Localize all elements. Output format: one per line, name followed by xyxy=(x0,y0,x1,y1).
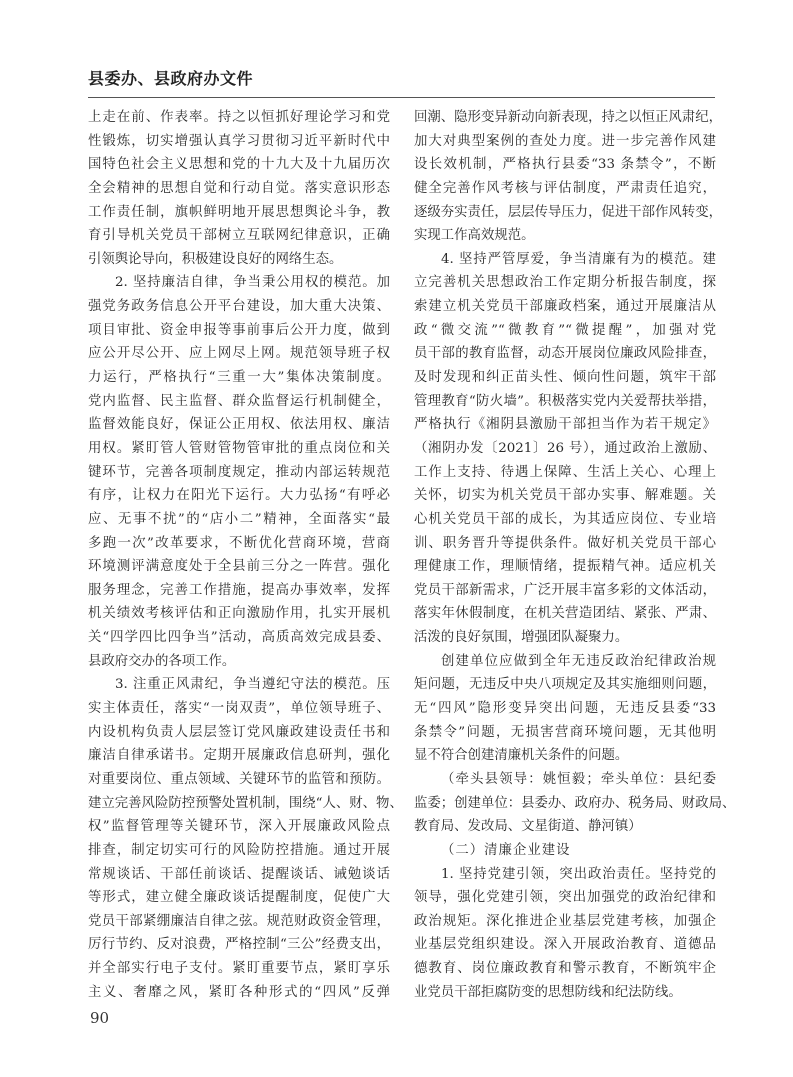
text-line: 党内监督、民主监督、群众监督运行机制健全， xyxy=(88,393,390,409)
text-line: （湘阴办发〔2021〕26 号），通过政治上激励、 xyxy=(414,440,716,456)
paragraph xyxy=(88,673,403,1004)
text-line: 键环节，完善各项制度规定，推动内部运转规范 xyxy=(88,464,390,480)
text-line: 及时发现和纠正苗头性、倾向性问题，筑牢干部 xyxy=(414,370,716,386)
text-line: 创建单位应做到全年无违反政治纪律政治规 xyxy=(441,653,716,669)
text-line: 领导，强化党建引领，突出加强党的政治纪律和 xyxy=(414,890,716,906)
text-line: 回潮、隐形变异新动向新表现，持之以恒正风肃纪， xyxy=(414,110,722,125)
text-line: 加大对典型案例的查处力度。进一步完善作风建 xyxy=(414,133,716,149)
text-line: 项目审批、资金申报等事前事后公开力度，做到 xyxy=(88,322,390,338)
text-line: 无“四风”隐形变异突出问题，无违反县委“33 xyxy=(414,701,716,717)
paragraph xyxy=(414,106,722,248)
text-line: 理健康工作，理顺情绪，提振精气神。适应机关 xyxy=(414,559,716,575)
text-line: 并全部实行电子支付。紧盯重要节点，紧盯享乐 xyxy=(88,961,390,977)
text-line: 1. 坚持党建引领，突出政治责任。坚持党的 xyxy=(441,866,716,882)
paragraph xyxy=(414,768,736,839)
text-line: 厉行节约、反对浪费，严格控制“三公”经费支出， xyxy=(88,937,390,953)
text-line: 廉洁自律承诺书。定期开展廉政信息研判，强化 xyxy=(88,748,390,764)
text-line: （牵头县领导：姚恒毅；牵头单位：县纪委 xyxy=(441,771,716,787)
text-line: 常规谈话、干部任前谈话、提醒谈话、诫勉谈话 xyxy=(88,866,390,882)
text-line: （二）清廉企业建设 xyxy=(441,842,571,858)
text-line: 力运行，严格执行“三重一大”集体决策制度。 xyxy=(88,370,390,386)
text-line: 环境测评满意度处于全县前三分之一阵营。强化 xyxy=(88,559,390,575)
paragraph xyxy=(414,650,716,768)
text-line: 德教育、岗位廉政教育和警示教育，不断筑牢企 xyxy=(414,961,716,977)
text-line: 多跑一次”改革要求，不断优化营商环境，营商 xyxy=(88,535,390,551)
text-line: 严格执行《湘阴县激励干部担当作为若干规定》 xyxy=(414,417,716,433)
header-title: 县委办、县政府办文件 xyxy=(88,69,254,88)
text-line: 员干部的教育监督，动态开展岗位廉政风险排查， xyxy=(414,346,716,362)
text-line: 业党员干部拒腐防变的思想防线和纪法防线。 xyxy=(414,984,682,1000)
text-line: 上走在前、作表率。持之以恒抓好理论学习和党 xyxy=(88,110,390,125)
text-line: 应、无事不扰”的“店小二”精神，全面落实“最 xyxy=(88,511,390,527)
text-line: 党员干部新需求，广泛开展丰富多彩的文体活动， xyxy=(414,582,716,598)
text-line: 强党务政务信息公开平台建设，加大重大决策、 xyxy=(88,299,390,315)
paragraph xyxy=(88,106,390,271)
text-line: 教育局、发改局、文星街道、静河镇） xyxy=(414,819,642,835)
text-line: 县政府交办的各项工作。 xyxy=(88,653,236,669)
text-line: 4. 坚持严管厚爱，争当清廉有为的模范。建 xyxy=(441,251,716,267)
text-line: 应公开尽公开、应上网尽上网。规范领导班子权 xyxy=(88,346,390,362)
text-line: 监督效能良好，保证公正用权、依法用权、廉洁 xyxy=(88,417,390,433)
text-line: 活泼的良好氛围，增强团队凝聚力。 xyxy=(414,630,629,646)
text-line: 矩问题，无违反中央八项规定及其实施细则问题， xyxy=(414,677,716,693)
page-number: 90 xyxy=(90,1009,110,1027)
text-line: 训、职务晋升等提供条件。做好机关党员干部心 xyxy=(414,535,716,551)
text-line: 监委；创建单位：县委办、政府办、税务局、财政局、 xyxy=(414,795,736,811)
text-line: 实主体责任，落实“一岗双责”，单位领导班子、 xyxy=(88,701,390,717)
paragraph xyxy=(88,271,390,673)
text-line: 设长效机制，严格执行县委“33 条禁令”，不断 xyxy=(414,157,716,173)
text-line: 引领舆论导向，积极建设良好的网络生态。 xyxy=(88,251,343,267)
text-line: 有序，让权力在阳光下运行。大力弘扬“有呼必 xyxy=(88,488,390,504)
text-line: 服务理念，完善工作措施，提高办事效率，发挥 xyxy=(88,582,390,598)
text-line: 政治规矩。深化推进企业基层党建考核，加强企 xyxy=(414,913,716,929)
text-line: 2. 坚持廉洁自律，争当秉公用权的模范。加 xyxy=(115,275,390,291)
text-line: 关“四学四比四争当”活动，高质高效完成县委、 xyxy=(88,630,390,646)
section-heading xyxy=(414,839,716,863)
text-line: 工作责任制，旗帜鲜明地开展思想舆论斗争，教 xyxy=(88,204,390,220)
text-line: 逐级夯实责任，层层传导压力，促进干部作风转变， xyxy=(414,204,722,220)
text-line: 国特色社会主义思想和党的十九大及十九届历次 xyxy=(88,157,390,173)
text-line: 育引导机关党员干部树立互联网纪律意识，正确 xyxy=(88,228,390,244)
right-column xyxy=(414,106,736,1004)
text-line: 排查，制定切实可行的风险防控措施。通过开展 xyxy=(88,842,390,858)
text-line: 内设机构负责人层层签订党风廉政建设责任书和 xyxy=(88,724,390,740)
left-column xyxy=(88,106,403,1004)
paragraph xyxy=(414,248,716,650)
text-line: 工作上支持、待遇上保障、生活上关心、心理上 xyxy=(414,464,716,480)
text-line: 健全完善作风考核与评估制度，严肃责任追究， xyxy=(414,180,716,196)
text-line: 全会精神的思想自觉和行动自觉。落实意识形态 xyxy=(88,180,390,196)
text-line: 落实年休假制度，在机关营造团结、紧张、严肃、 xyxy=(414,606,716,622)
text-line: 对重要岗位、重点领域、关键环节的监管和预防。 xyxy=(88,771,390,787)
text-line: 业基层党组织建设。深入开展政治教育、道德品 xyxy=(414,937,716,953)
running-header xyxy=(88,64,715,98)
text-line: 权”监督管理等关键环节，深入开展廉政风险点 xyxy=(88,819,390,835)
text-line: 关怀，切实为机关党员干部办实事、解难题。关 xyxy=(414,488,716,504)
text-line: 政“微交流”“微教育”“微提醒”，加强对党 xyxy=(414,322,716,338)
text-line: 实现工作高效规范。 xyxy=(414,228,535,244)
text-line: 显不符合创建清廉机关条件的问题。 xyxy=(414,748,629,764)
text-line: 心机关党员干部的成长，为其适应岗位、专业培 xyxy=(414,511,716,527)
text-line: 党员干部紧绷廉洁自律之弦。规范财政资金管理， xyxy=(88,913,390,929)
text-line: 主义、奢靡之风，紧盯各种形式的“四风”反弹 xyxy=(88,984,390,1000)
text-line: 索建立机关党员干部廉政档案，通过开展廉洁从 xyxy=(414,299,716,315)
text-line: 3. 注重正风肃纪，争当遵纪守法的模范。压 xyxy=(115,677,390,693)
text-line: 条禁令”问题，无损害营商环境问题，无其他明 xyxy=(414,724,716,740)
text-line: 等形式，建立健全廉政谈话提醒制度，促使广大 xyxy=(88,890,390,906)
text-line: 立完善机关思想政治工作定期分析报告制度，探 xyxy=(414,275,716,291)
text-line: 建立完善风险防控预警处置机制，围绕“人、财、物、 xyxy=(88,795,403,811)
text-line: 用权。紧盯管人管财管物管审批的重点岗位和关 xyxy=(88,440,390,456)
text-line: 机关绩效考核评估和正向激励作用，扎实开展机 xyxy=(88,606,390,622)
text-line: 管理教育“防火墙”。积极落实党内关爱帮扶举措， xyxy=(414,393,716,409)
text-line: 性锻炼，切实增强认真学习贯彻习近平新时代中 xyxy=(88,133,390,149)
paragraph xyxy=(414,863,716,1005)
